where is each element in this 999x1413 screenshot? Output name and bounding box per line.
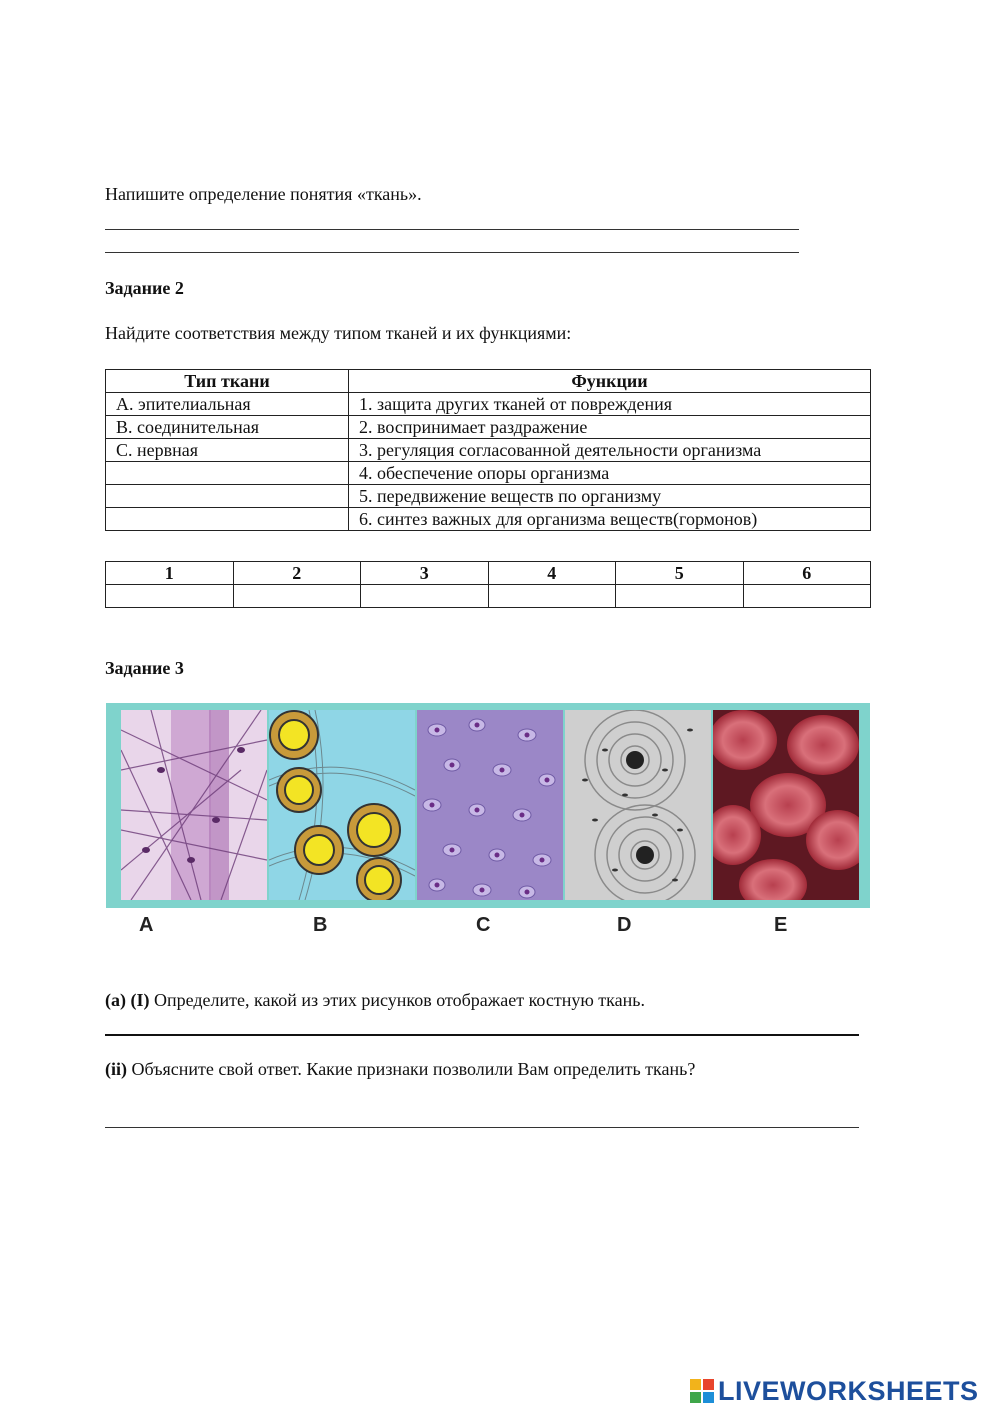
question-a xyxy=(105,990,645,1011)
question-b-mark: (ii) xyxy=(105,1059,127,1079)
tissue-image-d xyxy=(565,710,711,900)
tissue-figure xyxy=(106,703,870,908)
answer-header-2: 2 xyxy=(233,562,361,585)
table-row xyxy=(106,485,871,508)
task1-prompt: Напишите определение понятия «ткань». xyxy=(105,184,422,204)
function-cell: 3. регуляция согласованной деятельности организма xyxy=(349,439,871,462)
question-b xyxy=(105,1059,695,1080)
tissue-type-cell: В. соединительная xyxy=(106,416,349,439)
answer-header-1: 1 xyxy=(106,562,234,585)
tissue-type-cell xyxy=(106,462,349,485)
answer-line-a[interactable] xyxy=(105,1034,859,1036)
function-cell: 2. воспринимает раздражение xyxy=(349,416,871,439)
answer-cell-5[interactable] xyxy=(616,585,744,608)
answer-table xyxy=(105,561,871,608)
tissue-image-b xyxy=(269,710,415,900)
matching-table xyxy=(105,369,871,531)
header-functions: Функции xyxy=(349,370,871,393)
answer-input-row xyxy=(106,585,871,608)
function-cell: 1. защита других тканей от повреждения xyxy=(349,393,871,416)
panel-label-e: E xyxy=(774,914,788,936)
answer-line-b[interactable] xyxy=(105,1127,859,1128)
panel-label-c: C xyxy=(476,914,491,936)
answer-header-6: 6 xyxy=(743,562,871,585)
answer-cell-3[interactable] xyxy=(361,585,489,608)
answer-header-4: 4 xyxy=(488,562,616,585)
answer-cell-2[interactable] xyxy=(233,585,361,608)
question-a-text: Определите, какой из этих рисунков отображает костную ткань. xyxy=(154,990,645,1010)
function-cell: 5. передвижение веществ по организму xyxy=(349,485,871,508)
table-row xyxy=(106,439,871,462)
answer-line-1[interactable] xyxy=(105,229,799,230)
task2-prompt: Найдите соответствия между типом тканей и их функциями: xyxy=(105,323,572,343)
tissue-type-cell: А. эпителиальная xyxy=(106,393,349,416)
question-b-text: Объясните свой ответ. Какие признаки позволили Вам определить ткань? xyxy=(131,1059,696,1079)
answer-line-2[interactable] xyxy=(105,252,799,253)
answer-header-row xyxy=(106,562,871,585)
liveworksheets-logo-icon xyxy=(690,1379,714,1403)
panel-label-d: D xyxy=(617,914,632,936)
task3-heading: Задание 3 xyxy=(105,658,184,678)
tissue-image-e xyxy=(713,710,859,900)
answer-cell-4[interactable] xyxy=(488,585,616,608)
task2-heading: Задание 2 xyxy=(105,278,184,298)
answer-header-5: 5 xyxy=(616,562,744,585)
tissue-type-cell: С. нервная xyxy=(106,439,349,462)
question-a-sub-mark: (I) xyxy=(130,990,150,1010)
answer-cell-6[interactable] xyxy=(743,585,871,608)
tissue-image-a xyxy=(121,710,267,900)
table-row xyxy=(106,462,871,485)
function-cell: 6. синтез важных для организма веществ(гормонов) xyxy=(349,508,871,531)
tissue-image-c xyxy=(417,710,563,900)
header-tissue-type: Тип ткани xyxy=(106,370,349,393)
table-row xyxy=(106,508,871,531)
table-row xyxy=(106,416,871,439)
table-header-row xyxy=(106,370,871,393)
tissue-type-cell xyxy=(106,485,349,508)
tissue-type-cell xyxy=(106,508,349,531)
answer-header-3: 3 xyxy=(361,562,489,585)
answer-cell-1[interactable] xyxy=(106,585,234,608)
question-a-mark: (a) xyxy=(105,990,126,1010)
function-cell: 4. обеспечение опоры организма xyxy=(349,462,871,485)
panel-label-a: A xyxy=(139,914,154,936)
panel-label-b: B xyxy=(313,914,328,936)
liveworksheets-logo-text: LIVEWORKSHEETS xyxy=(718,1376,979,1406)
table-row xyxy=(106,393,871,416)
